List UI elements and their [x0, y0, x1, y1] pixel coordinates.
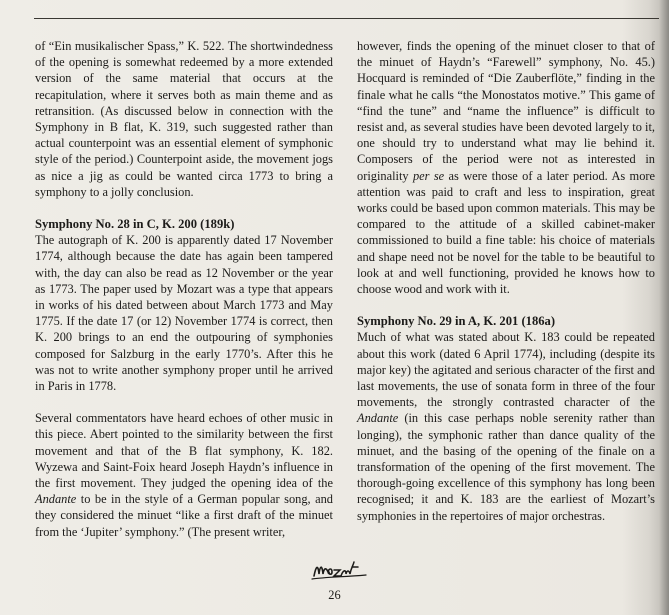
- paragraph: of “Ein musikalischer Spass,” K. 522. The shortwindedness of the opening is somewhat redeemed by a more extended version of the same material that occurs at the recapitulation, where it serves both as main theme and as retransition. (As discussed below in connection with the Symphony in B flat, K. 319, such suggested rather than actual counterpoint was an essential element of symphonic style of the period.) Counterpoint aside, the movement jogs as nice a jig as could be wanted circa 1773 to bring a symphony to a jolly conclusion.: [35, 39, 333, 199]
- binding-shadow: [659, 0, 669, 615]
- paragraph-text: however, finds the opening of the minuet closer to that of the minuet of Haydn’s “Farewell” symphony, No. 45.) Hocquard is reminded of “Die Zauberflöte,” finding in the finale what he calls “the Monostatos motive.” This game of “find the tune” and “name the influence” is difficult to resist and, as several studies have been devoted largely to it, one should try to understand what may lie behind it. Composers of the period were not as interested in originality: [357, 39, 655, 183]
- paragraph: [357, 38, 655, 297]
- paragraph-text: The autograph of K. 200 is apparently dated 17 November 1774, although because the date has again been tampered with, the day can also be read as 12 November or the year as 1773. The paper used by Mozart was a type that appears in works of his dated between about March 1773 and May 1775. If the date 17 (or 12) November 1774 is correct, then K. 200 brings to an end the outpouring of symphonies composed for Salzburg in the early 1770’s. After this he was not to write another symphony proper until he arrived in Paris in 1778.: [35, 233, 333, 394]
- paragraph-text: to be in the style of a German popular song, and they considered the minuet “like a first draft of the minuet from the ‘Jupiter’ symphony.” (The present writer,: [35, 492, 333, 539]
- section-heading: Symphony No. 28 in C, K. 200 (189k): [35, 217, 235, 232]
- italic-phrase: per se: [412, 168, 445, 183]
- page-number: 26: [328, 588, 341, 602]
- italic-title: Andante: [357, 411, 399, 426]
- paragraph-text: (in this case perhaps noble serenity rather than longing), the symphonic rather than dance quality of the minuet, and the basing of the opening of the finale on a transformation of the opening of the first movement. The thorough-going excellence of this symphony has long been recognised; it and K. 183 are the earliest of Mozart’s symphonies in the repertoires of major orchestras.: [357, 411, 655, 523]
- section-heading: Symphony No. 29 in A, K. 201 (186a): [357, 314, 556, 329]
- paragraph: [35, 232, 333, 394]
- paragraph-text: Several commentators have heard echoes of other music in this piece. Abert pointed to the similarity between the first movement and that of the B flat symphony, K. 182. Wyzewa and Saint-Foix heard Joseph Haydn’s influence in the first movement. They judged the opening idea of the: [35, 411, 333, 491]
- paragraph: [357, 329, 655, 523]
- italic-title: Andante: [35, 492, 77, 507]
- left-column: [35, 38, 333, 556]
- paragraph-text: as were those of a later period. As more attention was paid to craft and less to inspiration, great works could be based upon common materials. This may be compared to the attitude of a skilled cabinet-maker commissioned to build a fine table: his choice of materials and shape need not be novel for the table to be beautiful to look at and well functioning, provided he knows how to choose wood and work with it.: [357, 168, 656, 297]
- right-column: [357, 38, 655, 540]
- paragraph-text: Much of what was stated about K. 183 could be repeated about this work (dated 6 April 1774), including (despite its major key) the agitated and serious character of the first and last movements, the use of sonata form in three of the four movements, the strongly contrasted character of the: [357, 330, 655, 410]
- mozart-signature-logo: [310, 558, 370, 582]
- top-rule: [34, 18, 659, 19]
- paragraph: [35, 410, 333, 540]
